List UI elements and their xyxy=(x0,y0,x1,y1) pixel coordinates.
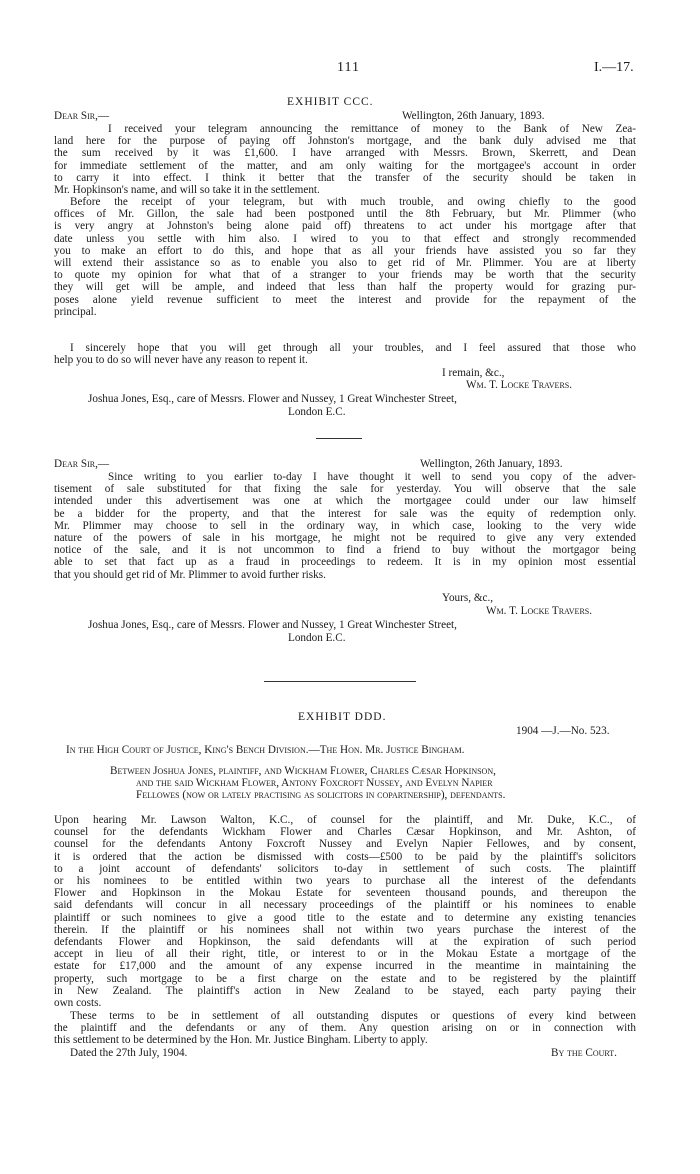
case-number: 1904 —J.—No. 523. xyxy=(516,725,610,737)
text-line: I received your telegram announcing the remittance of money to the Bank of New Zea- xyxy=(108,123,636,135)
text-line: to quote my opinion for what that of a stranger to your friends may be worth that the security xyxy=(54,269,636,282)
parties-line: Between Joshua Jones, plaintiff, and Wickham Flower, Charles Cæsar Hopkinson, xyxy=(110,765,496,777)
exhibit-divider xyxy=(264,681,416,682)
text-line: you to make an effort to do this, and hope that as all your friends have assisted you so far they xyxy=(54,244,636,257)
by-the-court: By the Court. xyxy=(551,1047,617,1059)
order-paragraph-2 xyxy=(54,1010,636,1047)
letter1-signature: Wm. T. Locke Travers. xyxy=(466,379,573,391)
letter1-salutation: Dear Sir,— xyxy=(54,110,110,122)
letter2-addressee-city: London E.C. xyxy=(288,632,346,644)
text-line: in New Zealand. The plaintiff's action in New Zealand to be stayed, each party paying their xyxy=(54,984,636,997)
parties-line: and the said Wickham Flower, Antony Foxcroft Nussey, and Evelyn Napier xyxy=(136,777,493,790)
letter2-closing: Yours, &c., xyxy=(442,592,494,604)
order-paragraph-1 xyxy=(54,814,636,1009)
page-number: 111 xyxy=(337,60,360,75)
letter2-addressee: Joshua Jones, Esq., care of Messrs. Flower and Nussey, 1 Great Winchester Street, xyxy=(88,619,457,631)
exhibit-ccc-title: EXHIBIT CCC. xyxy=(287,96,374,108)
letter1-dateline: Wellington, 26th January, 1893. xyxy=(402,110,545,122)
text-line: to a joint account of defendants' solicitors to-day in settlement of such costs. The plaintiff xyxy=(54,862,636,875)
text-line: Before the receipt of your telegram, but with much trouble, and owing chiefly to the good xyxy=(70,196,636,208)
section-divider xyxy=(316,438,362,439)
text-line: Mr. Plimmer may choose to sell in the ordinary way, in which case, looking to the very wide xyxy=(54,519,636,532)
text-line: These terms to be in settlement of all outstanding disputes or questions of every kind between xyxy=(70,1010,636,1022)
text-line: able to set that fact up as a fraud in proceedings to redeem. It is in my opinion most essential xyxy=(54,556,636,569)
text-line: to carry it into effect. I think it better that the transfer of the security should be taken in xyxy=(54,171,636,184)
text-line: plaintiff or such nominees to give a good title to the estate and to determine any existing tenancies xyxy=(54,911,636,924)
text-line: defendants Flower and Hopkinson, the said defendants will at the expiration of such period xyxy=(54,936,636,949)
letter1-closing: I remain, &c., xyxy=(442,367,505,379)
text-line: help you to do so will never have any reason to repent it. xyxy=(54,354,308,367)
text-line: said defendants will concur in all necessary proceedings of the plaintiff or his nominees to enable xyxy=(54,899,636,912)
letter1-addressee-city: London E.C. xyxy=(288,406,346,418)
letter2-paragraph-1 xyxy=(54,471,636,581)
court-line: In the High Court of Justice, King's Bench Division.—The Hon. Mr. Justice Bingham. xyxy=(66,744,465,756)
dated-line: Dated the 27th July, 1904. xyxy=(70,1047,188,1059)
letter1-addressee: Joshua Jones, Esq., care of Messrs. Flower and Nussey, 1 Great Winchester Street, xyxy=(88,393,457,405)
text-line: poses alone yield revenue sufficient to meet the interest and provide for the repayment of the xyxy=(54,293,636,306)
letter2-salutation: Dear Sir,— xyxy=(54,458,110,470)
text-line: Flower and Hopkinson in the Mokau Estate for seventeen thousand pounds, and thereupon the xyxy=(54,887,636,900)
text-line: be a bidder for the property, and that the interest for sale was the equity of redemption only. xyxy=(54,507,636,520)
text-line: principal. xyxy=(54,305,97,318)
letter1-paragraph-2 xyxy=(54,196,636,318)
text-line: Mr. Hopkinson's name, and will so take it in the settlement. xyxy=(54,184,320,197)
text-line: nature of the powers of sale in his mortgage, he might not be required to give any very extended xyxy=(54,532,636,545)
letter2-dateline: Wellington, 26th January, 1893. xyxy=(420,458,563,470)
parties-line: Fellowes (now or lately practising as solicitors in copartnership), defendants. xyxy=(136,789,506,802)
text-line: it is ordered that the action be dismissed with costs—£500 to be paid by the plaintiff's solicitors xyxy=(54,850,636,863)
text-line: the plaintiff and the defendants or any of them. Any question arising on or in connection with xyxy=(54,1022,636,1035)
document-reference: I.—17. xyxy=(594,60,634,75)
text-line: notice of the sale, and it is not uncommon to find a friend to buy without the mortgagor being xyxy=(54,544,636,557)
text-line: own costs. xyxy=(54,997,102,1010)
text-line: that you should get rid of Mr. Plimmer to avoid further risks. xyxy=(54,568,326,581)
letter1-paragraph-3 xyxy=(54,342,636,366)
text-line: intended under this advertisement was one at which the mortgagee could under our law himself xyxy=(54,495,636,508)
text-line: will extend their assistance so as to enable you also to get rid of Mr. Plimmer. You are at liberty xyxy=(54,257,636,270)
parties-block xyxy=(110,765,636,802)
text-line: Since writing to you earlier to-day I have thought it well to send you copy of the adver- xyxy=(108,471,636,483)
text-line: the sum received by it was £1,600. I have arranged with Messrs. Brown, Skerrett, and Dean xyxy=(54,147,636,160)
text-line: estate for £17,000 and the amount of any expense incurred in the meantime in maintaining the xyxy=(54,960,636,973)
text-line: offices of Mr. Gillon, the sale had been postponed until the 8th February, but Mr. Plimmer (who xyxy=(54,208,636,221)
text-line: or his nominees to be entitled within two years to purchase all the interest of the defendants xyxy=(54,875,636,888)
text-line: they will get will be ample, and indeed that less than half the property would for grazing pur- xyxy=(54,281,636,294)
letter2-signature: Wm. T. Locke Travers. xyxy=(486,605,593,617)
text-line: date unless you settle with him also. I wired to you to that effect and strongly recommended xyxy=(54,232,636,245)
text-line: therein. If the plaintiff or his nominees shall not within two years purchase the interest of the xyxy=(54,923,636,936)
text-line: accept in lieu of all their right, title, or interest to or in the Mokau Estate a mortgage of the xyxy=(54,948,636,961)
text-line: counsel for the defendants Wickham Flower and Charles Cæsar Hopkinson, and Mr. Ashton, of xyxy=(54,826,636,839)
letter1-paragraph-1 xyxy=(54,123,636,196)
text-line: for immediate settlement of the matter, and am only waiting for the mortgagee's account in order xyxy=(54,159,636,172)
text-line: counsel for the defendants Antony Foxcroft Nussey and Evelyn Napier Fellowes, and by consent, xyxy=(54,838,636,851)
text-line: land here for the purpose of paying off Johnston's mortgage, and the bank duly advised me that xyxy=(54,135,636,148)
text-line: is very angry at Johnston's being alone paid off) threatens to act under his mortgage after that xyxy=(54,220,636,233)
text-line: I sincerely hope that you will get through all your troubles, and I feel assured that those who xyxy=(70,342,636,354)
text-line: this settlement to be determined by the Hon. Mr. Justice Bingham. Liberty to apply. xyxy=(54,1034,428,1047)
text-line: tisement of sale substituted for that fixing the sale for yesterday. You will observe that the sale xyxy=(54,483,636,496)
exhibit-ddd-title: EXHIBIT DDD. xyxy=(298,711,387,723)
text-line: Upon hearing Mr. Lawson Walton, K.C., of counsel for the plaintiff, and Mr. Duke, K.C., of xyxy=(54,814,636,826)
text-line: property, such mortgage to be a first charge on the estate and to be registered by the plaintiff xyxy=(54,972,636,985)
